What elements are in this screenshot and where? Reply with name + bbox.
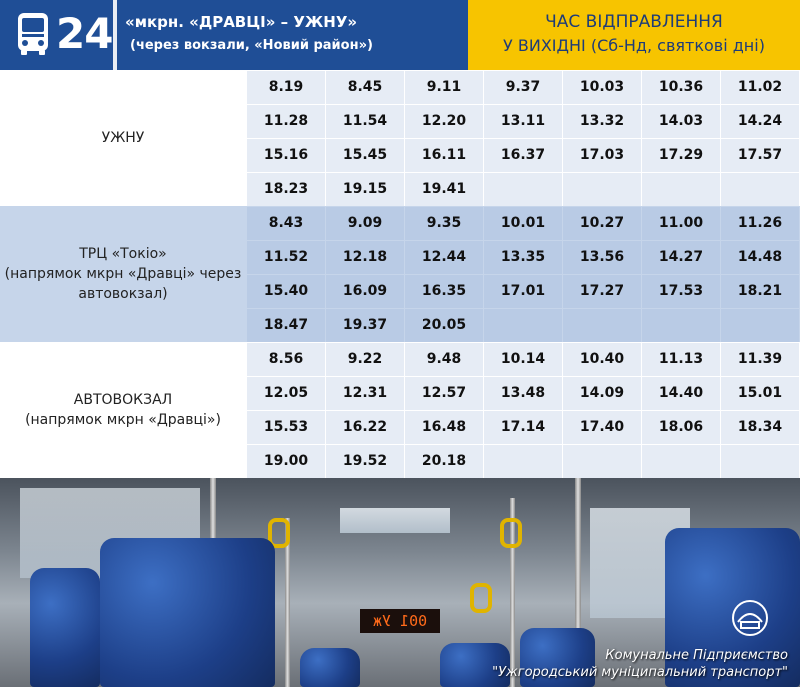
departure-time-cell: 18.06 bbox=[642, 411, 720, 444]
company-name bbox=[492, 647, 788, 681]
route-name: «мкрн. «ДРАВЦІ» – УЖНУ» bbox=[125, 13, 358, 31]
departure-time-cell: 10.36 bbox=[642, 71, 720, 104]
company-logo-icon bbox=[730, 598, 770, 638]
departure-time-cell bbox=[563, 445, 641, 478]
departure-time-cell: 15.53 bbox=[247, 411, 325, 444]
departure-time-cell: 17.27 bbox=[563, 275, 641, 308]
grab-handle bbox=[470, 583, 492, 613]
departure-time-cell bbox=[563, 173, 641, 206]
departure-time-cell: 14.24 bbox=[721, 105, 799, 138]
departure-time-cell: 13.48 bbox=[484, 377, 562, 410]
departure-time-cell: 10.03 bbox=[563, 71, 641, 104]
departure-time-cell: 13.35 bbox=[484, 241, 562, 274]
stop-block bbox=[0, 70, 800, 206]
departure-time-cell bbox=[721, 445, 799, 478]
times-grid bbox=[246, 342, 800, 478]
departure-time-cell: 9.37 bbox=[484, 71, 562, 104]
departure-time-cell: 10.01 bbox=[484, 207, 562, 240]
departure-time-cell: 12.20 bbox=[405, 105, 483, 138]
departure-time-cell bbox=[642, 309, 720, 342]
departure-time-cell: 17.40 bbox=[563, 411, 641, 444]
departure-subtitle: У ВИХІДНІ (Сб-Нд, святкові дні) bbox=[503, 36, 765, 55]
departure-time-cell bbox=[484, 173, 562, 206]
departure-time-cell bbox=[721, 173, 799, 206]
departure-time-cell: 20.05 bbox=[405, 309, 483, 342]
departure-time-cell: 19.52 bbox=[326, 445, 404, 478]
bus-seat bbox=[30, 568, 100, 687]
departure-time-cell: 14.40 bbox=[642, 377, 720, 410]
departure-time-cell: 12.05 bbox=[247, 377, 325, 410]
departure-time-cell: 19.00 bbox=[247, 445, 325, 478]
stop-label-line: ТРЦ «Токіо» bbox=[79, 246, 167, 262]
departure-time-cell: 12.18 bbox=[326, 241, 404, 274]
departure-time-cell: 16.09 bbox=[326, 275, 404, 308]
departure-time-cell bbox=[642, 173, 720, 206]
stop-label-line: автовокзал) bbox=[78, 286, 168, 302]
departure-time-cell bbox=[721, 309, 799, 342]
stop-block bbox=[0, 206, 800, 342]
departure-time-cell: 11.52 bbox=[247, 241, 325, 274]
departure-time-cell: 11.28 bbox=[247, 105, 325, 138]
departure-time-cell: 17.57 bbox=[721, 139, 799, 172]
grab-handle bbox=[500, 518, 522, 548]
departure-time-cell: 11.54 bbox=[326, 105, 404, 138]
departure-time-cell: 8.45 bbox=[326, 71, 404, 104]
company-line-1: Комунальне Підприємство bbox=[605, 648, 788, 663]
departure-time-cell: 16.11 bbox=[405, 139, 483, 172]
led-destination-sign: 001 Уж bbox=[360, 609, 440, 633]
departure-time-cell: 13.11 bbox=[484, 105, 562, 138]
departure-time-cell: 9.09 bbox=[326, 207, 404, 240]
departure-time-cell: 14.09 bbox=[563, 377, 641, 410]
stop-label-line: (напрямок мкрн «Дравці» через bbox=[4, 266, 242, 282]
departure-time-cell: 16.22 bbox=[326, 411, 404, 444]
departure-time-cell: 15.01 bbox=[721, 377, 799, 410]
departure-title: ЧАС ВІДПРАВЛЕННЯ bbox=[545, 12, 723, 32]
route-via: (через вокзали, «Новий район») bbox=[130, 38, 373, 53]
departure-time-cell: 17.29 bbox=[642, 139, 720, 172]
departure-time-cell bbox=[642, 445, 720, 478]
route-number: 24 bbox=[56, 9, 113, 58]
departure-time-cell: 17.01 bbox=[484, 275, 562, 308]
bus-seat bbox=[100, 538, 275, 687]
departure-time-cell: 17.03 bbox=[563, 139, 641, 172]
departure-time-cell: 15.40 bbox=[247, 275, 325, 308]
departure-time-cell: 9.35 bbox=[405, 207, 483, 240]
schedule-header bbox=[0, 0, 800, 70]
stop-label bbox=[0, 206, 246, 342]
route-info-panel bbox=[0, 0, 468, 70]
stop-label-line: АВТОВОКЗАЛ bbox=[73, 392, 173, 408]
header-divider bbox=[113, 0, 117, 70]
departure-time-cell: 19.15 bbox=[326, 173, 404, 206]
departure-time-cell bbox=[484, 445, 562, 478]
departure-time-cell: 19.37 bbox=[326, 309, 404, 342]
departure-time-cell: 15.45 bbox=[326, 139, 404, 172]
times-grid bbox=[246, 70, 800, 206]
timetable bbox=[0, 70, 800, 478]
departure-time-cell: 17.14 bbox=[484, 411, 562, 444]
departure-time-cell: 18.34 bbox=[721, 411, 799, 444]
bus-seat bbox=[300, 648, 360, 687]
stop-label-line: (напрямок мкрн «Дравці») bbox=[25, 412, 221, 428]
departure-time-cell: 8.56 bbox=[247, 343, 325, 376]
departure-time-cell: 10.14 bbox=[484, 343, 562, 376]
departure-time-cell: 20.18 bbox=[405, 445, 483, 478]
departure-time-cell: 12.57 bbox=[405, 377, 483, 410]
departure-time-cell: 9.11 bbox=[405, 71, 483, 104]
company-line-2: "Ужгородський муніципальний транспорт" bbox=[492, 665, 788, 680]
stop-label-line: УЖНУ bbox=[101, 130, 145, 146]
departure-time-panel bbox=[468, 0, 800, 70]
departure-time-cell: 18.47 bbox=[247, 309, 325, 342]
departure-time-cell: 10.40 bbox=[563, 343, 641, 376]
departure-time-cell bbox=[563, 309, 641, 342]
bus-interior-photo bbox=[0, 478, 800, 687]
ceiling-light bbox=[340, 508, 450, 533]
departure-time-cell: 14.27 bbox=[642, 241, 720, 274]
departure-time-cell: 18.21 bbox=[721, 275, 799, 308]
departure-time-cell: 8.43 bbox=[247, 207, 325, 240]
departure-time-cell: 11.00 bbox=[642, 207, 720, 240]
departure-time-cell: 13.56 bbox=[563, 241, 641, 274]
times-grid bbox=[246, 206, 800, 342]
departure-time-cell: 12.31 bbox=[326, 377, 404, 410]
stop-block bbox=[0, 342, 800, 478]
stop-label bbox=[0, 70, 246, 206]
departure-time-cell: 16.48 bbox=[405, 411, 483, 444]
departure-time-cell: 12.44 bbox=[405, 241, 483, 274]
departure-time-cell: 18.23 bbox=[247, 173, 325, 206]
stop-label bbox=[0, 342, 246, 478]
departure-time-cell: 11.13 bbox=[642, 343, 720, 376]
departure-time-cell: 17.53 bbox=[642, 275, 720, 308]
departure-time-cell: 11.02 bbox=[721, 71, 799, 104]
departure-time-cell: 16.37 bbox=[484, 139, 562, 172]
departure-time-cell: 15.16 bbox=[247, 139, 325, 172]
bus-icon bbox=[15, 12, 51, 56]
departure-time-cell: 10.27 bbox=[563, 207, 641, 240]
departure-time-cell: 8.19 bbox=[247, 71, 325, 104]
departure-time-cell: 14.03 bbox=[642, 105, 720, 138]
departure-time-cell: 16.35 bbox=[405, 275, 483, 308]
departure-time-cell bbox=[484, 309, 562, 342]
departure-time-cell: 19.41 bbox=[405, 173, 483, 206]
departure-time-cell: 9.48 bbox=[405, 343, 483, 376]
departure-time-cell: 9.22 bbox=[326, 343, 404, 376]
departure-time-cell: 11.26 bbox=[721, 207, 799, 240]
departure-time-cell: 14.48 bbox=[721, 241, 799, 274]
departure-time-cell: 11.39 bbox=[721, 343, 799, 376]
departure-time-cell: 13.32 bbox=[563, 105, 641, 138]
